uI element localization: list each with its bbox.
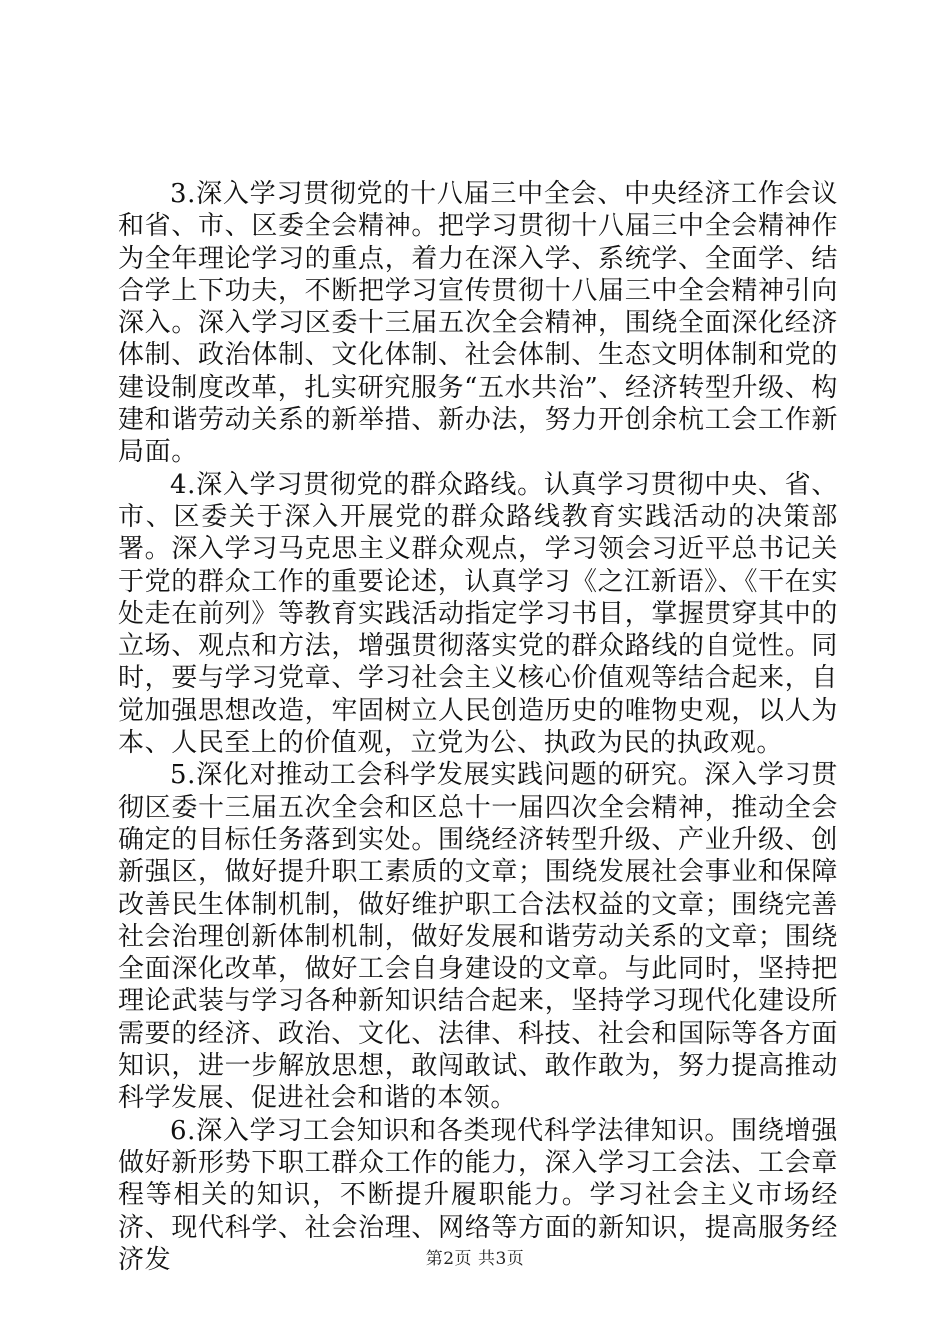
paragraph-item-5: 5.深化对推动工会科学发展实践问题的研究。深入学习贯彻区委十三届五次全会和区总十一届四次全会精神，推动全会确定的目标任务落到实处。围绕经济转型升级、产业升级、创新强区，做好提升职工素质的文章；围绕发展社会事业和保障改善民生体制机制，做好维护职工合法权益的文章；围绕完善社会治理创新体制机制，做好发展和谐劳动关系的文章；围绕全面深化改革，做好工会自身建设的文章。与此同时，坚持把理论武装与学习各种新知识结合起来，坚持学习现代化建设所需要的经济、政治、文化、法律、科技、社会和国际等各方面知识，进一步解放思想，敢闯敢试、敢作敢为，努力提高推动科学发展、促进社会和谐的本领。: [118, 760, 838, 1114]
document-body: [118, 178, 838, 1276]
paragraph-item-3: 3.深入学习贯彻党的十八届三中全会、中央经济工作会议和省、市、区委全会精神。把学习贯彻十八届三中全会精神作为全年理论学习的重点，着力在深入学、系统学、全面学、结合学上下功夫，不断把学习宣传贯彻十八届三中全会精神引向深入。深入学习区委十三届五次全会精神，围绕全面深化经济体制、政治体制、文化体制、社会体制、生态文明体制和党的建设制度改革，扎实研究服务“五水共治”、经济转型升级、构建和谐劳动关系的新举措、新办法，努力开创余杭工会工作新局面。: [118, 179, 838, 468]
paragraph-item-6: 6.深入学习工会知识和各类现代科学法律知识。围绕增强做好新形势下职工群众工作的能力，深入学习工会法、工会章程等相关的知识，不断提升履职能力。学习社会主义市场经济、现代科学、社会治理、网络等方面的新知识，提高服务经济发: [118, 1115, 838, 1275]
page-footer: 第2页 共3页: [425, 1249, 525, 1269]
paragraph-item-4: 4.深入学习贯彻党的群众路线。认真学习贯彻中央、省、市、区委关于深入开展党的群众路线教育实践活动的决策部署。深入学习马克思主义群众观点，学习领会习近平总书记关于党的群众工作的重要论述，认真学习《之江新语》、《干在实处走在前列》等教育实践活动指定学习书目，掌握贯穿其中的立场、观点和方法，增强贯彻落实党的群众路线的自觉性。同时，要与学习党章、学习社会主义核心价值观等结合起来，自觉加强思想改造，牢固树立人民创造历史的唯物史观，以人为本、人民至上的价值观，立党为公、执政为民的执政观。: [118, 469, 838, 759]
